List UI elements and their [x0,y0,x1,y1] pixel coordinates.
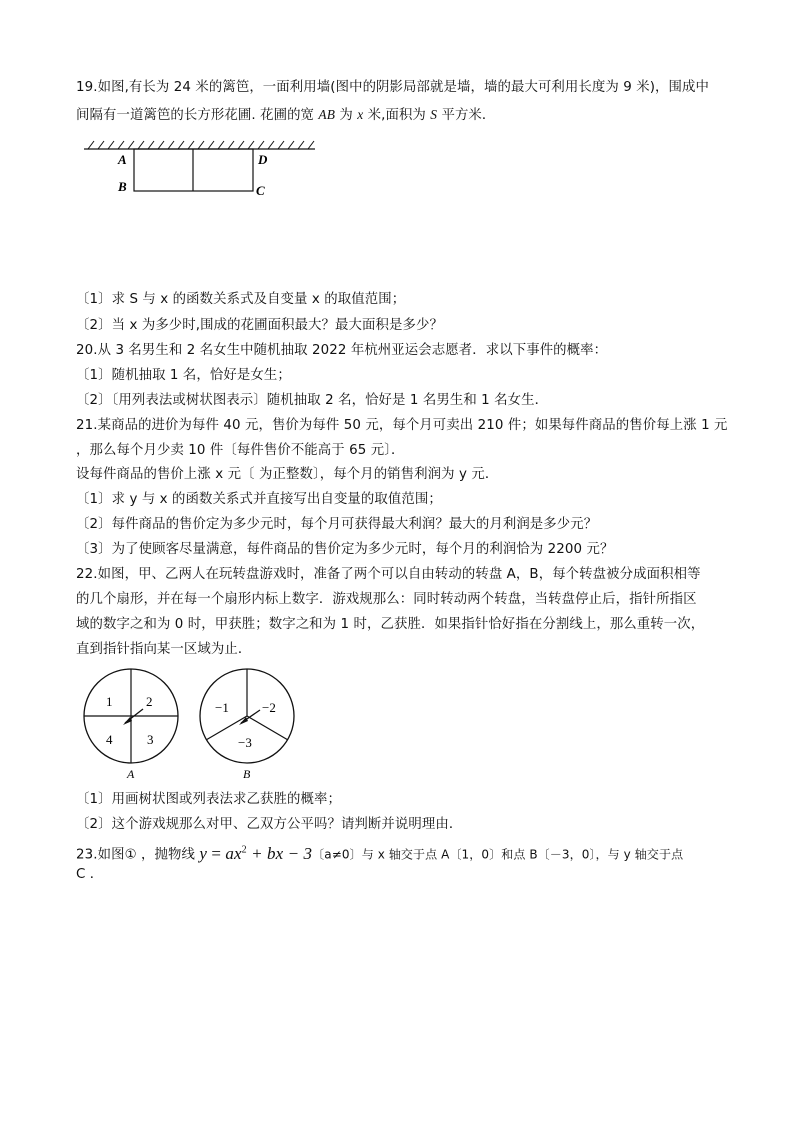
q19-line2: 间隔有一道篱笆的长方形花圃. 花圃的宽 AB 为 x 米,面积为 S 平方米． [76,107,496,123]
q21-sub2: 〔2〕每件商品的售价定为多少元时，每个月可获得最大利润？最大的月利润是多少元？ [76,517,598,532]
spinner-A-number-4: 4 [106,732,113,747]
spinner-B-number-neg3: −3 [238,735,252,750]
q21-line2: ，那么每个月少卖 10 件〔每件售价不能高于 65 元〕． [76,443,405,458]
garden-figure [80,138,330,200]
spinner-B-divider-3 [247,716,288,740]
parabola-equation: $y = ax^2$ + bx − 3 [199,843,313,863]
q19-line1: 19.如图,有长为 24 米的篱笆，一面利用墙(图中的阴影局部就是墙，墙的最大可利用长度为 9 米)，围成中 [76,80,709,95]
q21-line3: 设每件商品的售价上涨 x 元〔 为正整数〕，每个月的销售利润为 y 元． [76,467,499,482]
spinner-A-number-3: 3 [147,732,154,747]
spinner-B-label: B [243,767,251,781]
point-C-label: C [256,183,265,198]
q21-line1: 21.某商品的进价为每件 40 元，售价为每件 50 元，每个月可卖出 210 件；如果每件商品的售价每上涨 1 元 [76,418,728,433]
q23-line2: C ． [76,867,104,882]
spinner-A-number-2: 2 [146,694,153,709]
q20-line1: 20.从 3 名男生和 2 名女生中随机抽取 2022 年杭州亚运会志愿者．求以下事件的概率： [76,343,608,358]
point-B-label: B [118,179,127,194]
q23-line1: 23.如图① ，抛物线 $y = ax^2$ + bx − 3〔a≠0〕与 x 轴交于点 A〔1，0〕和点 B〔－3，0〕，与 y 轴交于点 [76,843,684,863]
point-D-label: D [258,152,268,167]
spinner-A-label: A [127,767,135,781]
q20-sub2: 〔2〕〔用列表法或树状图表示〕随机抽取 2 名，恰好是 1 名男生和 1 名女生． [76,393,549,408]
q22-sub1: 〔1〕用画树状图或列表法求乙获胜的概率； [76,792,341,807]
q22-line3: 域的数字之和为 0 时，甲获胜；数字之和为 1 时，乙获胜．如果指针恰好指在分割线上，那么重转一次， [76,617,705,632]
spinner-B-number-neg1: −1 [215,700,229,715]
point-A-label: A [118,152,127,167]
spinners-figure [78,668,308,783]
q19-sub1: 〔1〕求 S 与 x 的函数关系式及自变量 x 的取值范围； [76,292,406,307]
q22-sub2: 〔2〕这个游戏规那么对甲、乙双方公平吗？请判断并说明理由． [76,817,463,832]
spinner-A-number-1: 1 [106,694,113,709]
spinner-B-number-neg2: −2 [262,700,276,715]
q19-sub2: 〔2〕当 x 为多少时,围成的花圃面积最大？最大面积是多少？ [76,318,443,333]
q20-sub1: 〔1〕随机抽取 1 名，恰好是女生； [76,368,291,383]
q22-line2: 的几个扇形，并在每一个扇形内标上数字．游戏规那么：同时转动两个转盘，当转盘停止后，指针所指区 [76,592,697,607]
wall-hatching [88,141,314,149]
q22-line1: 22.如图，甲、乙两人在玩转盘游戏时，准备了两个可以自由转动的转盘 A，B，每个转盘被分成面积相等 [76,567,701,582]
spinner-A [84,669,178,781]
q22-line4: 直到指针指向某一区域为止． [76,642,252,657]
spinner-B [200,669,294,781]
q21-sub3: 〔3〕为了使顾客尽量满意，每件商品的售价定为多少元时，每个月的利润恰为 2200 元？ [76,542,614,557]
q21-sub1: 〔1〕求 y 与 x 的函数关系式并直接写出自变量的取值范围； [76,492,442,507]
